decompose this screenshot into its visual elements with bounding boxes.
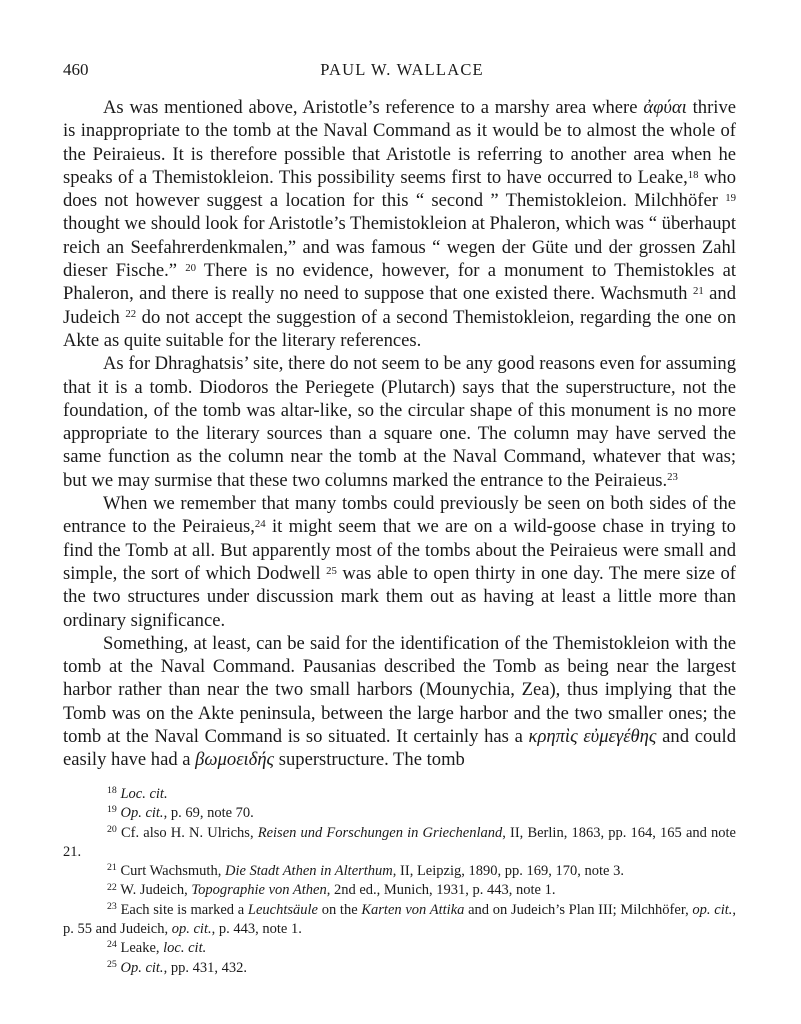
text-run: Curt Wachsmuth, xyxy=(120,863,225,880)
footnote-number: 18 xyxy=(107,785,117,797)
italic-text: κρηπὶς εὐμεγέθης xyxy=(528,726,657,748)
italic-text: op. cit. xyxy=(692,901,733,918)
footnote xyxy=(63,939,736,958)
footnote-reference: 24 xyxy=(254,517,266,530)
text-run: and Judeich xyxy=(63,283,736,328)
footnote xyxy=(63,959,736,978)
footnote-reference: 23 xyxy=(667,471,678,484)
footnote xyxy=(63,804,736,823)
footnote-number: 25 xyxy=(107,958,117,970)
italic-text: Topographie von Athen xyxy=(191,882,327,899)
text-run: do not accept the suggestion of a second Themistokleion, regarding the one on Akte as quite suitable for the literary references. xyxy=(63,306,736,351)
page-number: 460 xyxy=(63,60,89,79)
footnote-number: 20 xyxy=(107,823,117,835)
footnotes xyxy=(63,785,736,978)
body-text xyxy=(63,96,736,772)
running-head: PAUL W. WALLACE xyxy=(320,60,484,79)
italic-text: Karten von Attika xyxy=(361,901,465,918)
footnote xyxy=(63,862,736,881)
text-run: on the xyxy=(317,901,362,918)
text-run: , pp. 431, 432. xyxy=(163,959,247,976)
text-run: When we remember that many tombs could previously be seen on both sides of the entrance to the Peiraieus, xyxy=(63,493,736,538)
text-run: W. Judeich, xyxy=(120,882,192,899)
footnote-reference: 18 xyxy=(687,168,699,181)
text-run: who does not however suggest a location for this “ second ” Themistokleion. Milchhöfer xyxy=(63,166,736,212)
paragraph xyxy=(63,352,736,492)
italic-text: ἀφύαι xyxy=(643,97,687,118)
text-run: Something, at least, can be said for the identification of the Themistokleion with the tomb at the Naval Command. Pausanias described the Tomb as being near the largest harbor rather than near the two small harbors (Mounychia, Zea), thus implying that the Tomb was on the Akte peninsula, between the large harbor and the two smaller ones; the tomb at the Naval Command is so situated. It certainly has a xyxy=(63,632,736,748)
footnote-number: 21 xyxy=(107,862,117,874)
text-run: , p. 69, note 70. xyxy=(163,805,254,822)
text-run: There is no evidence, however, for a monument to Themistokles at Phaleron, and there is really no need to suppose that one existed there. Wachsmuth xyxy=(63,260,736,305)
text-run: As was mentioned above, Aristotle’s reference to a marshy area where xyxy=(103,97,644,118)
italic-text: Die Stadt Athen in Alterthum xyxy=(224,863,393,880)
text-run: Cf. also H. N. Ulrichs, xyxy=(121,824,258,841)
text-run: thought we should look for Aristotle’s Themistokleion at Phaleron, which was “ überhaupt reich an Seefahrerdenkmalen,” and was famous “ wegen der Güte und der grossen Zahl dieser Fische.” xyxy=(63,213,736,282)
text-run: thrive is inappropriate to the tomb at the Naval Command as it would be to almost the whole of the Peiraieus. It is therefore possible that Aristotle is referring to another area when he speaks of a Themistokleion. This possibility seems first to have occurred to Leake, xyxy=(63,97,736,188)
italic-text: Op. cit. xyxy=(120,805,164,822)
text-run: Each site is marked a xyxy=(120,901,248,918)
italic-text: βωμοειδής xyxy=(195,749,275,771)
italic-text: Reisen und Forschungen in Griechenland xyxy=(257,824,503,841)
italic-text: Op. cit. xyxy=(120,959,164,976)
italic-text: op. cit. xyxy=(171,921,212,938)
footnote-reference: 19 xyxy=(725,191,736,204)
footnote-reference: 22 xyxy=(125,308,137,321)
footnote-number: 19 xyxy=(107,804,117,816)
text-run: was able to open thirty in one day. The mere size of the two structures under discussion mark them out as having at least a little more than ordinary significance. xyxy=(63,562,736,631)
page-header xyxy=(63,60,741,84)
footnote-text xyxy=(120,882,555,898)
footnote-number: 24 xyxy=(107,939,117,951)
footnote-number: 23 xyxy=(107,900,117,912)
footnote xyxy=(63,824,736,863)
paragraph xyxy=(63,492,736,632)
footnote-reference: 21 xyxy=(692,284,704,297)
paragraph xyxy=(63,96,736,352)
text-run: it might seem that we are on a wild-goose chase in trying to find the Tomb at all. But apparently most of the tombs about the Peiraieus were small and simple, the sort of which Dodwell xyxy=(63,516,736,584)
italic-text: Leuchtsäule xyxy=(247,901,318,918)
text-run: , p. 443, note 1. xyxy=(211,921,302,938)
footnote-text xyxy=(120,940,206,956)
footnote-number: 22 xyxy=(107,881,117,893)
footnote-reference: 25 xyxy=(326,564,337,577)
italic-text: Loc. cit. xyxy=(120,786,168,802)
footnote-text xyxy=(120,805,253,821)
text-run: superstructure. The tomb xyxy=(274,749,465,771)
text-run: , II, Leipzig, 1890, pp. 169, 170, note 3. xyxy=(392,863,624,880)
footnote xyxy=(63,785,736,804)
footnote xyxy=(63,901,736,940)
footnote-text xyxy=(63,825,736,860)
text-run: and could easily have had a xyxy=(63,726,737,771)
text-run: and on Judeich’s Plan III; Milchhöfer, xyxy=(464,901,693,918)
footnote xyxy=(63,881,736,900)
footnote-text xyxy=(120,863,623,879)
footnote-reference: 20 xyxy=(185,261,196,274)
text-run: Leake, xyxy=(120,940,164,957)
text-run: , 2nd ed., Munich, 1931, p. 443, note 1. xyxy=(326,882,556,899)
text-run: , p. 55 and Judeich, xyxy=(63,901,737,938)
footnote-text xyxy=(120,786,167,802)
footnote-text xyxy=(120,960,246,976)
text-run: , II, Berlin, 1863, pp. 164, 165 and note 21. xyxy=(63,824,736,860)
paragraph xyxy=(63,632,736,772)
footnote-text xyxy=(63,902,736,937)
text-run: As for Dhraghatsis’ site, there do not seem to be any good reasons even for assuming that it is a tomb. Diodoros the Periegete (Plutarch) says that the superstructure, not the foundation, of the tomb was altar-like, so the circular shape of this monument is no more appropriate to the literary sources than a square one. The column may have served the same function as the column near the tomb at the Naval Command, whatever that was; but we may surmise that these two columns marked the entrance to the Peiraieus. xyxy=(63,353,736,491)
italic-text: loc. cit. xyxy=(163,940,207,957)
